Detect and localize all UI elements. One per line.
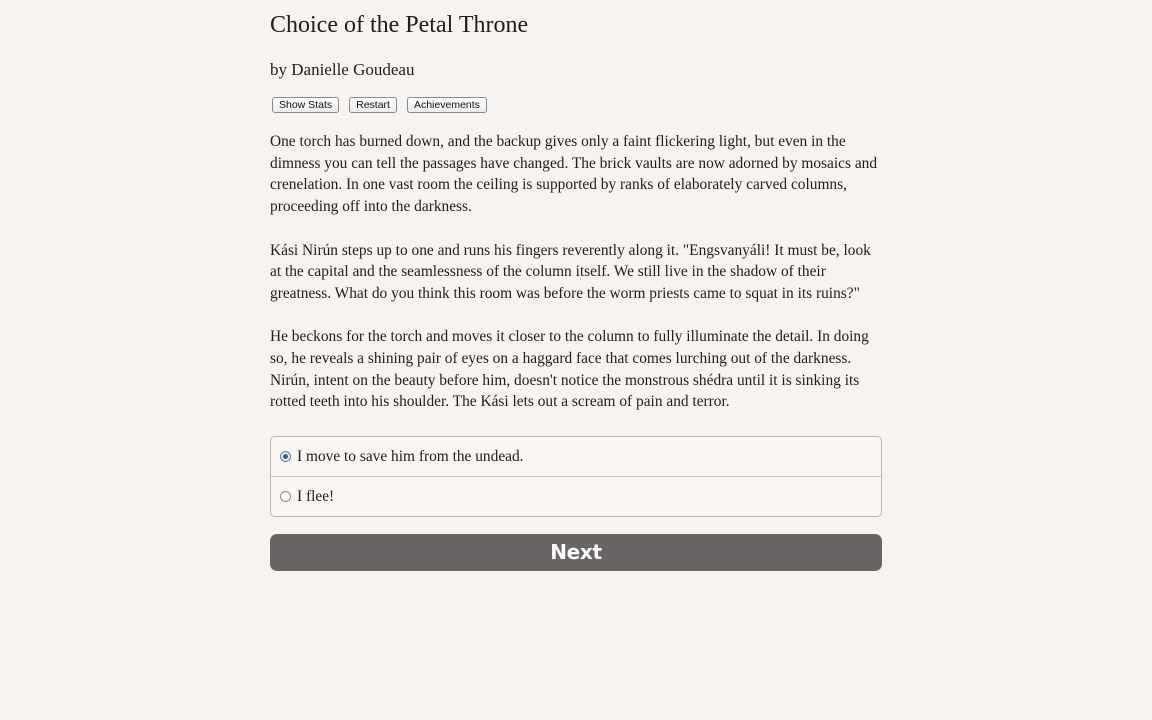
show-stats-button[interactable]: Show Stats (272, 97, 339, 113)
radio-unselected-icon[interactable] (280, 491, 291, 502)
restart-button[interactable]: Restart (349, 97, 397, 113)
choice-option-flee[interactable] (271, 476, 881, 516)
next-button[interactable]: Next (270, 534, 882, 571)
choice-option-save[interactable] (271, 437, 881, 476)
choice-list (270, 436, 882, 517)
passage-paragraph: He beckons for the torch and moves it closer to the column to fully illuminate the detail. In doing so, he reveals a shining pair of eyes on a haggard face that comes lurching out of the darkness. Nirún, intent on the beauty before him, doesn't notice the monstrous shédra until it is sinking its rotted teeth into his shoulder. The Kási lets out a scream of pain and terror. (270, 328, 869, 411)
game-title: Choice of the Petal Throne (270, 12, 529, 38)
achievements-button[interactable]: Achievements (407, 97, 487, 113)
choice-label: I flee! (297, 487, 335, 505)
game-container (270, 0, 882, 571)
author-byline: by Danielle Goudeau (270, 60, 415, 79)
passage-paragraph: One torch has burned down, and the backup gives only a faint flickering light, but even in the dimness you can tell the passages have changed. The brick vaults are now adorned by mosaics and crenelation. In one vast room the ceiling is supported by ranks of elaborately carved columns, proceeding off into the darkness. (270, 133, 878, 216)
toolbar (270, 97, 882, 115)
passage-paragraph: Kási Nirún steps up to one and runs his fingers reverently along it. "Engsvanyáli! It must be, look at the capital and the seamlessness of the column itself. We still live in the shadow of their greatness. What do you think this room was before the worm priests came to squat in its ruins?" (270, 241, 871, 302)
choice-label: I move to save him from the undead. (297, 447, 524, 465)
radio-selected-icon[interactable] (280, 451, 291, 462)
story-passage (270, 131, 882, 413)
